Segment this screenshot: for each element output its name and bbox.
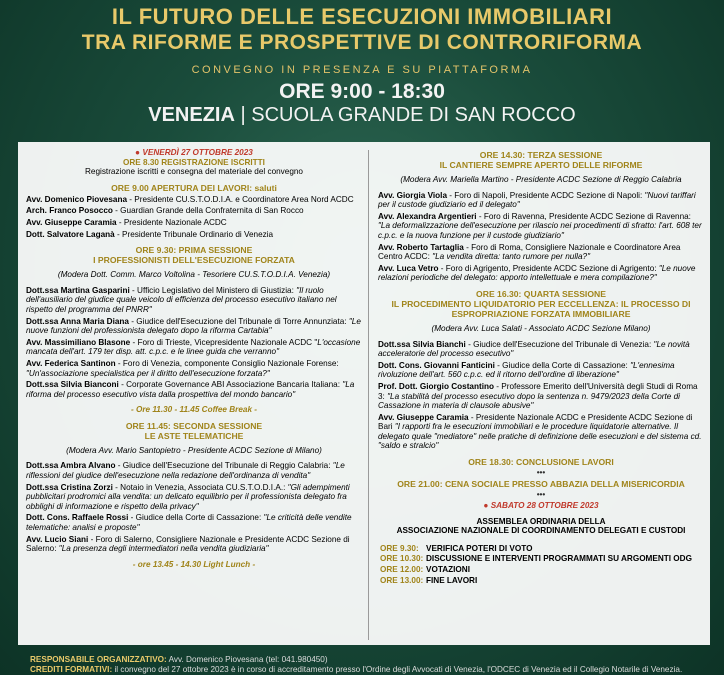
text-segment: - Foro di Salerno, Consigliere Nazionale e Presidente ACDC Sezione di Salerno: bbox=[26, 534, 350, 554]
text-segment: Dott.ssa Silvia Bianconi bbox=[26, 380, 119, 390]
session4-moderator: (Modera Avv. Luca Salati - Associato ACDC Sezione Milano) bbox=[431, 323, 651, 333]
text-segment: - Foro di Trieste, Vicepresidente Nazionale ACDC " bbox=[130, 337, 318, 347]
city: VENEZIA bbox=[148, 104, 235, 126]
text-segment: "La presenza degli intermediatori nella vendita giudiziaria" bbox=[58, 544, 269, 554]
text-segment: "Il ruolo dell'ausiliario del giudice quale veicolo di efficienza del processo esecutivo italiano nel rispetto del programma del PNRR" bbox=[26, 285, 337, 314]
text-segment: ASSEMBLEA ORDINARIA DELLA bbox=[476, 516, 606, 526]
text-segment: IL CANTIERE SEMPRE APERTO DELLE RIFORME bbox=[439, 160, 643, 170]
text-segment: "Nuovi tariffari per il custode giudiziario ed il delegato" bbox=[378, 190, 696, 210]
greeting-item bbox=[26, 218, 362, 228]
text-segment: Avv. Federica Santinon bbox=[26, 358, 116, 368]
text-segment: ORE 13.00: bbox=[380, 575, 424, 585]
talk-item bbox=[378, 264, 704, 283]
footer-credits bbox=[30, 665, 682, 675]
text-segment: Avv. Roberto Tartaglia bbox=[378, 242, 464, 252]
text-segment: ORE 9.30: PRIMA SESSIONE bbox=[135, 245, 253, 256]
text-segment: VOTAZIONI bbox=[426, 565, 470, 575]
text-segment: Dott.ssa Ambra Alvano bbox=[26, 461, 116, 471]
text-segment: Avv. Luca Vetro bbox=[378, 263, 439, 273]
text-segment: Dott.ssa Silvia Bianchi bbox=[378, 339, 466, 349]
text-segment: ORE 16.30: QUARTA SESSIONE bbox=[476, 288, 606, 299]
session4-title bbox=[378, 289, 704, 319]
text-segment: - Presidente Nazionale ACDC e Presidente ACDC Sezione di Bari bbox=[378, 412, 693, 432]
text-segment: "Gli adempimenti pubblicitari prodromici alla vendita: un delicato equilibrio per il professionista delegato fra obblighi di informazione e rispetto della privacy" bbox=[26, 482, 350, 511]
text-segment: FINE LAVORI bbox=[426, 575, 478, 585]
text-segment: - Professore Emerito dell'Università degli Studi di Roma 3: bbox=[378, 381, 698, 401]
dinner-title: ORE 21.00: CENA SOCIALE PRESSO ABBAZIA DELLA MISERICORDIA bbox=[397, 479, 685, 490]
session1-title bbox=[26, 245, 362, 265]
text-segment: - Foro di Napoli, Presidente ACDC Sezione di Napoli: bbox=[447, 190, 645, 200]
text-segment: "La deformalizzazione dell'esecuzione per rilascio nei procedimenti di sfratto: l'art. 608 ter c.p.c. e la nuova funzione per il custode giudiziario" bbox=[378, 221, 702, 240]
session1-talks bbox=[26, 286, 362, 400]
schedule-row bbox=[380, 554, 704, 564]
text-segment: "Le riflessioni del giudice dell'esecuzione nella redazione dell'ordinanza di vendita" bbox=[26, 461, 345, 481]
venue: | SCUOLA GRANDE DI SAN ROCCO bbox=[240, 104, 576, 126]
text-segment: Avv. Domenico Piovesana (tel: 041.980450) bbox=[166, 655, 328, 664]
greeting-item bbox=[26, 195, 362, 205]
session3-talks bbox=[378, 191, 704, 283]
text-segment: IL PROCEDIMENTO LIQUIDATORIO PER ECCELLENZA: IL PROCESSO DI bbox=[391, 298, 691, 309]
talk-item bbox=[26, 483, 362, 512]
text-segment: Dott.ssa Anna Maria Diana bbox=[26, 316, 129, 326]
talk-item bbox=[378, 191, 704, 210]
text-segment: DISCUSSIONE E INTERVENTI PROGRAMMATI SU ARGOMENTI ODG bbox=[426, 554, 692, 564]
text-segment: SABATO 28 OTTOBRE 2023 bbox=[490, 501, 599, 511]
text-segment: Arch. Franco Posocco bbox=[26, 206, 113, 216]
text-segment: - Giudice della Corte di Cassazione: bbox=[494, 360, 631, 370]
day2-date: ● SABATO 28 OTTOBRE 2023 bbox=[483, 501, 599, 511]
text-segment: Prof. Dott. Giorgio Costantino bbox=[378, 381, 494, 391]
text-segment: Dott. Cons. Raffaele Rossi bbox=[26, 513, 129, 523]
day2-schedule bbox=[378, 544, 704, 585]
talk-item bbox=[26, 461, 362, 480]
separator-dots: ••• bbox=[536, 490, 546, 500]
text-segment: RESPONSABILE ORGANIZZATIVO: bbox=[30, 655, 167, 664]
registration-text: Registrazione iscritti e consegna del materiale del convegno bbox=[84, 167, 303, 177]
coffee-break: - Ore 11.30 - 11.45 Coffee Break - bbox=[130, 405, 258, 415]
text-segment: L'occasione mancata dell'art. 179 ter disp. att. c.p.c. e le linee guida che verranno" bbox=[26, 337, 361, 357]
talk-item bbox=[378, 413, 704, 451]
text-segment: I PROFESSIONISTI DELL'ESECUZIONE FORZATA bbox=[93, 255, 295, 266]
text-segment: "La stabilità del processo esecutivo dopo la sentenza n. 9479/2023 della Corte di Cassazione in materia di clausole abusive" bbox=[378, 391, 680, 411]
text-segment: LE ASTE TELEMATICHE bbox=[144, 430, 244, 441]
program-day1-column bbox=[26, 148, 362, 569]
text-segment: - Foro di Ravenna, Presidente ACDC Sezione di Ravenna: bbox=[476, 211, 691, 221]
text-segment: Avv. Giorgia Viola bbox=[378, 190, 448, 200]
text-segment: ORE 14.30: TERZA SESSIONE bbox=[479, 150, 603, 160]
text-segment: Dott. Salvatore Laganà bbox=[26, 229, 115, 239]
session2-moderator: (Modera Avv. Mario Santopietro - Presidente ACDC Sezione di Milano) bbox=[66, 445, 322, 455]
talk-item bbox=[378, 340, 704, 359]
greeting-item bbox=[26, 230, 362, 240]
text-segment: Avv. Massimiliano Blasone bbox=[26, 337, 131, 347]
text-segment: ORE 9.30: bbox=[380, 543, 419, 553]
schedule-row bbox=[380, 544, 704, 554]
event-location bbox=[0, 104, 724, 127]
talk-item bbox=[26, 286, 362, 315]
conclusion-title: ORE 18.30: CONCLUSIONE LAVORI bbox=[468, 457, 614, 468]
text-segment: ASSOCIAZIONE NAZIONALE DI COORDINAMENTO DELEGATI E CUSTODI bbox=[396, 526, 686, 536]
text-segment: "Le nuove funzioni del professionista delegato dopo la riforma Cartabia" bbox=[26, 316, 361, 336]
program-day1-afternoon-column bbox=[378, 148, 704, 586]
session3-title bbox=[378, 150, 704, 170]
registration-title: ORE 8.30 REGISTRAZIONE ISCRITTI bbox=[123, 157, 265, 167]
text-segment: ORE 11.45: SECONDA SESSIONE bbox=[125, 420, 263, 431]
light-lunch: - ore 13.45 - 14.30 Light Lunch - bbox=[132, 559, 256, 569]
text-segment: Dott.ssa Martina Gasparini bbox=[26, 285, 130, 295]
session2-title bbox=[26, 421, 362, 441]
session1-moderator: (Modera Dott. Comm. Marco Voltolina - Tesoriere CU.S.T.O.D.I.A. Venezia) bbox=[57, 270, 331, 280]
text-segment: - Guardian Grande della Confraternita di San Rocco bbox=[112, 206, 304, 216]
greeting-item bbox=[26, 206, 362, 216]
day1-date: ● VENERDÌ 27 OTTOBRE 2023 bbox=[135, 148, 253, 157]
talk-item bbox=[26, 359, 362, 378]
text-segment: Dott. Cons. Giovanni Fanticini bbox=[378, 360, 495, 370]
session2-talks bbox=[26, 461, 362, 553]
text-segment: Avv. Domenico Piovesana bbox=[26, 194, 128, 204]
text-segment: il convegno del 27 ottobre 2023 è in corso di accreditamento presso l'Ordine degli Avvocati di Venezia, l'ODCEC di Venezia ed il Collegio Notarile di Venezia. bbox=[112, 665, 683, 674]
text-segment: "Le novità acceleratorie del processo esecutivo" bbox=[378, 339, 690, 359]
opening-title: ORE 9.00 APERTURA DEI LAVORI: saluti bbox=[111, 182, 277, 193]
text-segment: "Le criticità delle vendite telematiche: analisi e proposte" bbox=[26, 513, 352, 533]
text-segment: "L'ennesima rivoluzione dell'art. 560 c.p.c. ed il ritorno dell'ordine di liberazione" bbox=[378, 360, 675, 380]
assembly-title bbox=[378, 517, 704, 536]
subtitle: CONVEGNO IN PRESENZA E SU PIATTAFORMA bbox=[191, 64, 533, 76]
text-segment: Avv. Lucio Siani bbox=[26, 534, 89, 544]
text-segment: - Foro di Agrigento, Presidente ACDC Sezione di Agrigento: bbox=[438, 263, 659, 273]
text-segment: - Corporate Governance ABI Associazione Bancaria Italiana: bbox=[118, 380, 343, 390]
text-segment: - Presidente Nazionale ACDC bbox=[116, 217, 227, 227]
separator-dots: ••• bbox=[536, 468, 546, 478]
talk-item bbox=[378, 212, 704, 241]
text-segment: - Giudice dell'Esecuzione del Tribunale di Reggio Calabria: bbox=[115, 461, 333, 471]
talk-item bbox=[26, 513, 362, 532]
text-segment: "La riforma del processo esecutivo vista dalla prospettiva del mondo bancario" bbox=[26, 380, 355, 399]
text-segment: "Le nuove relazioni periodiche del delegato: apporto intellettuale e mera compilazione?" bbox=[378, 263, 696, 283]
text-segment: - Notaio in Venezia, Associata CU.S.T.O.D.I.A.: bbox=[112, 482, 288, 492]
text-segment: "Un'associazione specialistica per il diritto dell'esecuzione forzata?" bbox=[26, 368, 270, 378]
text-segment: VENERDÌ 27 OTTOBRE 2023 bbox=[142, 148, 253, 157]
text-segment: - Foro di Venezia, componente Consiglio Nazionale Forense: bbox=[115, 358, 339, 368]
talk-item bbox=[378, 243, 704, 262]
text-segment: - Giudice dell'Esecuzione del Tribunale di Venezia: bbox=[465, 339, 654, 349]
session4-talks bbox=[378, 340, 704, 452]
text-segment: "I rapporti fra le esecuzioni immobiliari e le procedure liquidatorie alternative. Il delegato quale "mediatore" nelle pratiche di definizione delle esecuzioni e del sistema cd. "saldo e stralcio" bbox=[378, 422, 702, 451]
text-segment: - Presidente CU.S.T.O.D.I.A. e Coordinatore Area Nord ACDC bbox=[127, 194, 354, 204]
footer-organizer bbox=[30, 655, 328, 665]
text-segment: CREDITI FORMATIVI: bbox=[30, 665, 113, 674]
talk-item bbox=[26, 317, 362, 336]
text-segment: - Giudice della Corte di Cassazione: bbox=[128, 513, 264, 523]
talk-item bbox=[26, 380, 362, 399]
text-segment: "La vendita diretta: tanto rumore per nulla?" bbox=[432, 252, 590, 262]
event-time: ORE 9:00 - 18:30 bbox=[279, 80, 445, 103]
column-divider bbox=[368, 150, 369, 640]
text-segment: - Ufficio Legislativo del Ministero di Giustizia: bbox=[129, 285, 297, 295]
session3-moderator: (Modera Avv. Mariella Martino - Presidente ACDC Sezione di Reggio Calabria bbox=[400, 175, 682, 184]
text-segment: ORE 10.30: bbox=[380, 554, 424, 564]
text-segment: - Foro di Roma, Consigliere Nazionale e Coordinatore Area Centro ACDC: bbox=[378, 242, 681, 262]
text-segment: Dott.ssa Cristina Zorzi bbox=[26, 482, 113, 492]
talk-item bbox=[378, 361, 704, 380]
talk-item bbox=[26, 338, 362, 357]
text-segment: VERIFICA POTERI DI VOTO bbox=[426, 543, 533, 553]
text-segment: Avv. Giuseppe Caramia bbox=[26, 217, 117, 227]
text-segment: ORE 12.00: bbox=[380, 565, 424, 575]
title-line-1: IL FUTURO DELLE ESECUZIONI IMMOBILIARI bbox=[111, 4, 613, 29]
talk-item bbox=[378, 382, 704, 411]
text-segment: ESPROPRIAZIONE FORZATA IMMOBILIARE bbox=[451, 308, 631, 319]
text-segment: Avv. Giuseppe Caramia bbox=[378, 412, 469, 422]
text-segment: Avv. Alexandra Argentieri bbox=[378, 211, 477, 221]
schedule-row bbox=[380, 576, 704, 586]
talk-item bbox=[26, 535, 362, 554]
text-segment: - Giudice dell'Esecuzione del Tribunale di Torre Annunziata: bbox=[128, 316, 349, 326]
text-segment: - Presidente Tribunale Ordinario di Venezia bbox=[114, 229, 274, 239]
schedule-row bbox=[380, 565, 704, 575]
greetings-list bbox=[26, 195, 362, 239]
title-line-2: TRA RIFORME E PROSPETTIVE DI CONTRORIFORMA bbox=[81, 31, 643, 54]
